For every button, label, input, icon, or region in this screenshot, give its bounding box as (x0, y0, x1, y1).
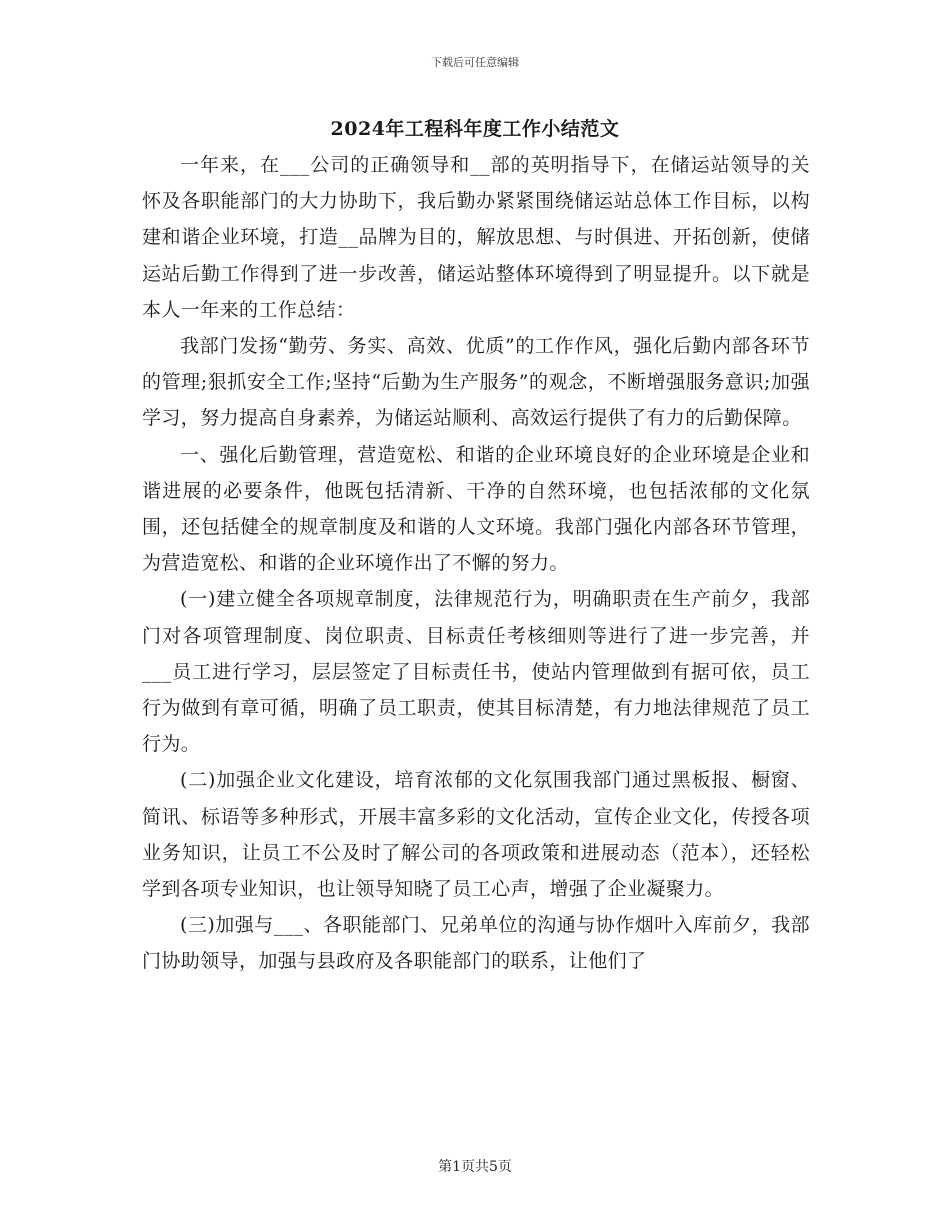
paragraph-subsection-1: (一)建立健全各项规章制度，法律规范行为，明确职责在生产前夕，我部门对各项管理制度、岗位职责、目标责任考核细则等进行了进一步完善，并___员工进行学习，层层签定了目标责任书，使站内管理做到有据可依，员工行为做到有章可循，明确了员工职责，使其目标清楚，有力地法律规范了员工行为。 (142, 588, 810, 756)
page-number: 第1页共5页 (438, 1159, 512, 1175)
paragraph-subsection-3: (三)加强与___、各职能部门、兄弟单位的沟通与协作烟叶入库前夕，我部门协助领导，加强与县政府及各职能部门的联系，让他们了 (142, 914, 810, 973)
header-note: 下载后可任意编辑 (431, 56, 519, 69)
document-title: 2024年工程科年度工作小结范文 (330, 118, 620, 140)
document-body (142, 147, 810, 980)
paragraph-work-style: 我部门发扬“勤劳、务实、高效、优质”的工作作风，强化后勤内部各环节的管理;狠抓安全工作;坚持“后勤为生产服务”的观念，不断增强服务意识;加强学习，努力提高自身素养，为储运站顺利、高效运行提供了有力的后勤保障。 (142, 335, 810, 430)
paragraph-subsection-2: (二)加强企业文化建设，培育浓郁的文化氛围我部门通过黑板报、橱窗、简讯、标语等多种形式，开展丰富多彩的文化活动，宣传企业文化，传授各项业务知识，让员工不公及时了解公司的各项政策和进展动态（范本），还轻松学到各项专业知识，也让领导知晓了员工心声，增强了企业凝聚力。 (142, 769, 810, 901)
paragraph-intro: 一年来，在___公司的正确领导和__部的英明指导下，在储运站领导的关怀及各职能部门的大力协助下，我后勤办紧紧围绕储运站总体工作目标，以构建和谐企业环境，打造__品牌为目的，解放思想、与时俱进、开拓创新，使储运站后勤工作得到了进一步改善，储运站整体环境得到了明显提升。以下就是本人一年来的工作总结： (142, 154, 810, 321)
paragraph-section-1: 一、强化后勤管理，营造宽松、和谐的企业环境良好的企业环境是企业和谐进展的必要条件，他既包括清新、干净的自然环境，也包括浓郁的文化氛围，还包括健全的规章制度及和谐的人文环境。我部门强化内部各环节管理，为营造宽松、和谐的企业环境作出了不懈的努力。 (142, 443, 810, 575)
